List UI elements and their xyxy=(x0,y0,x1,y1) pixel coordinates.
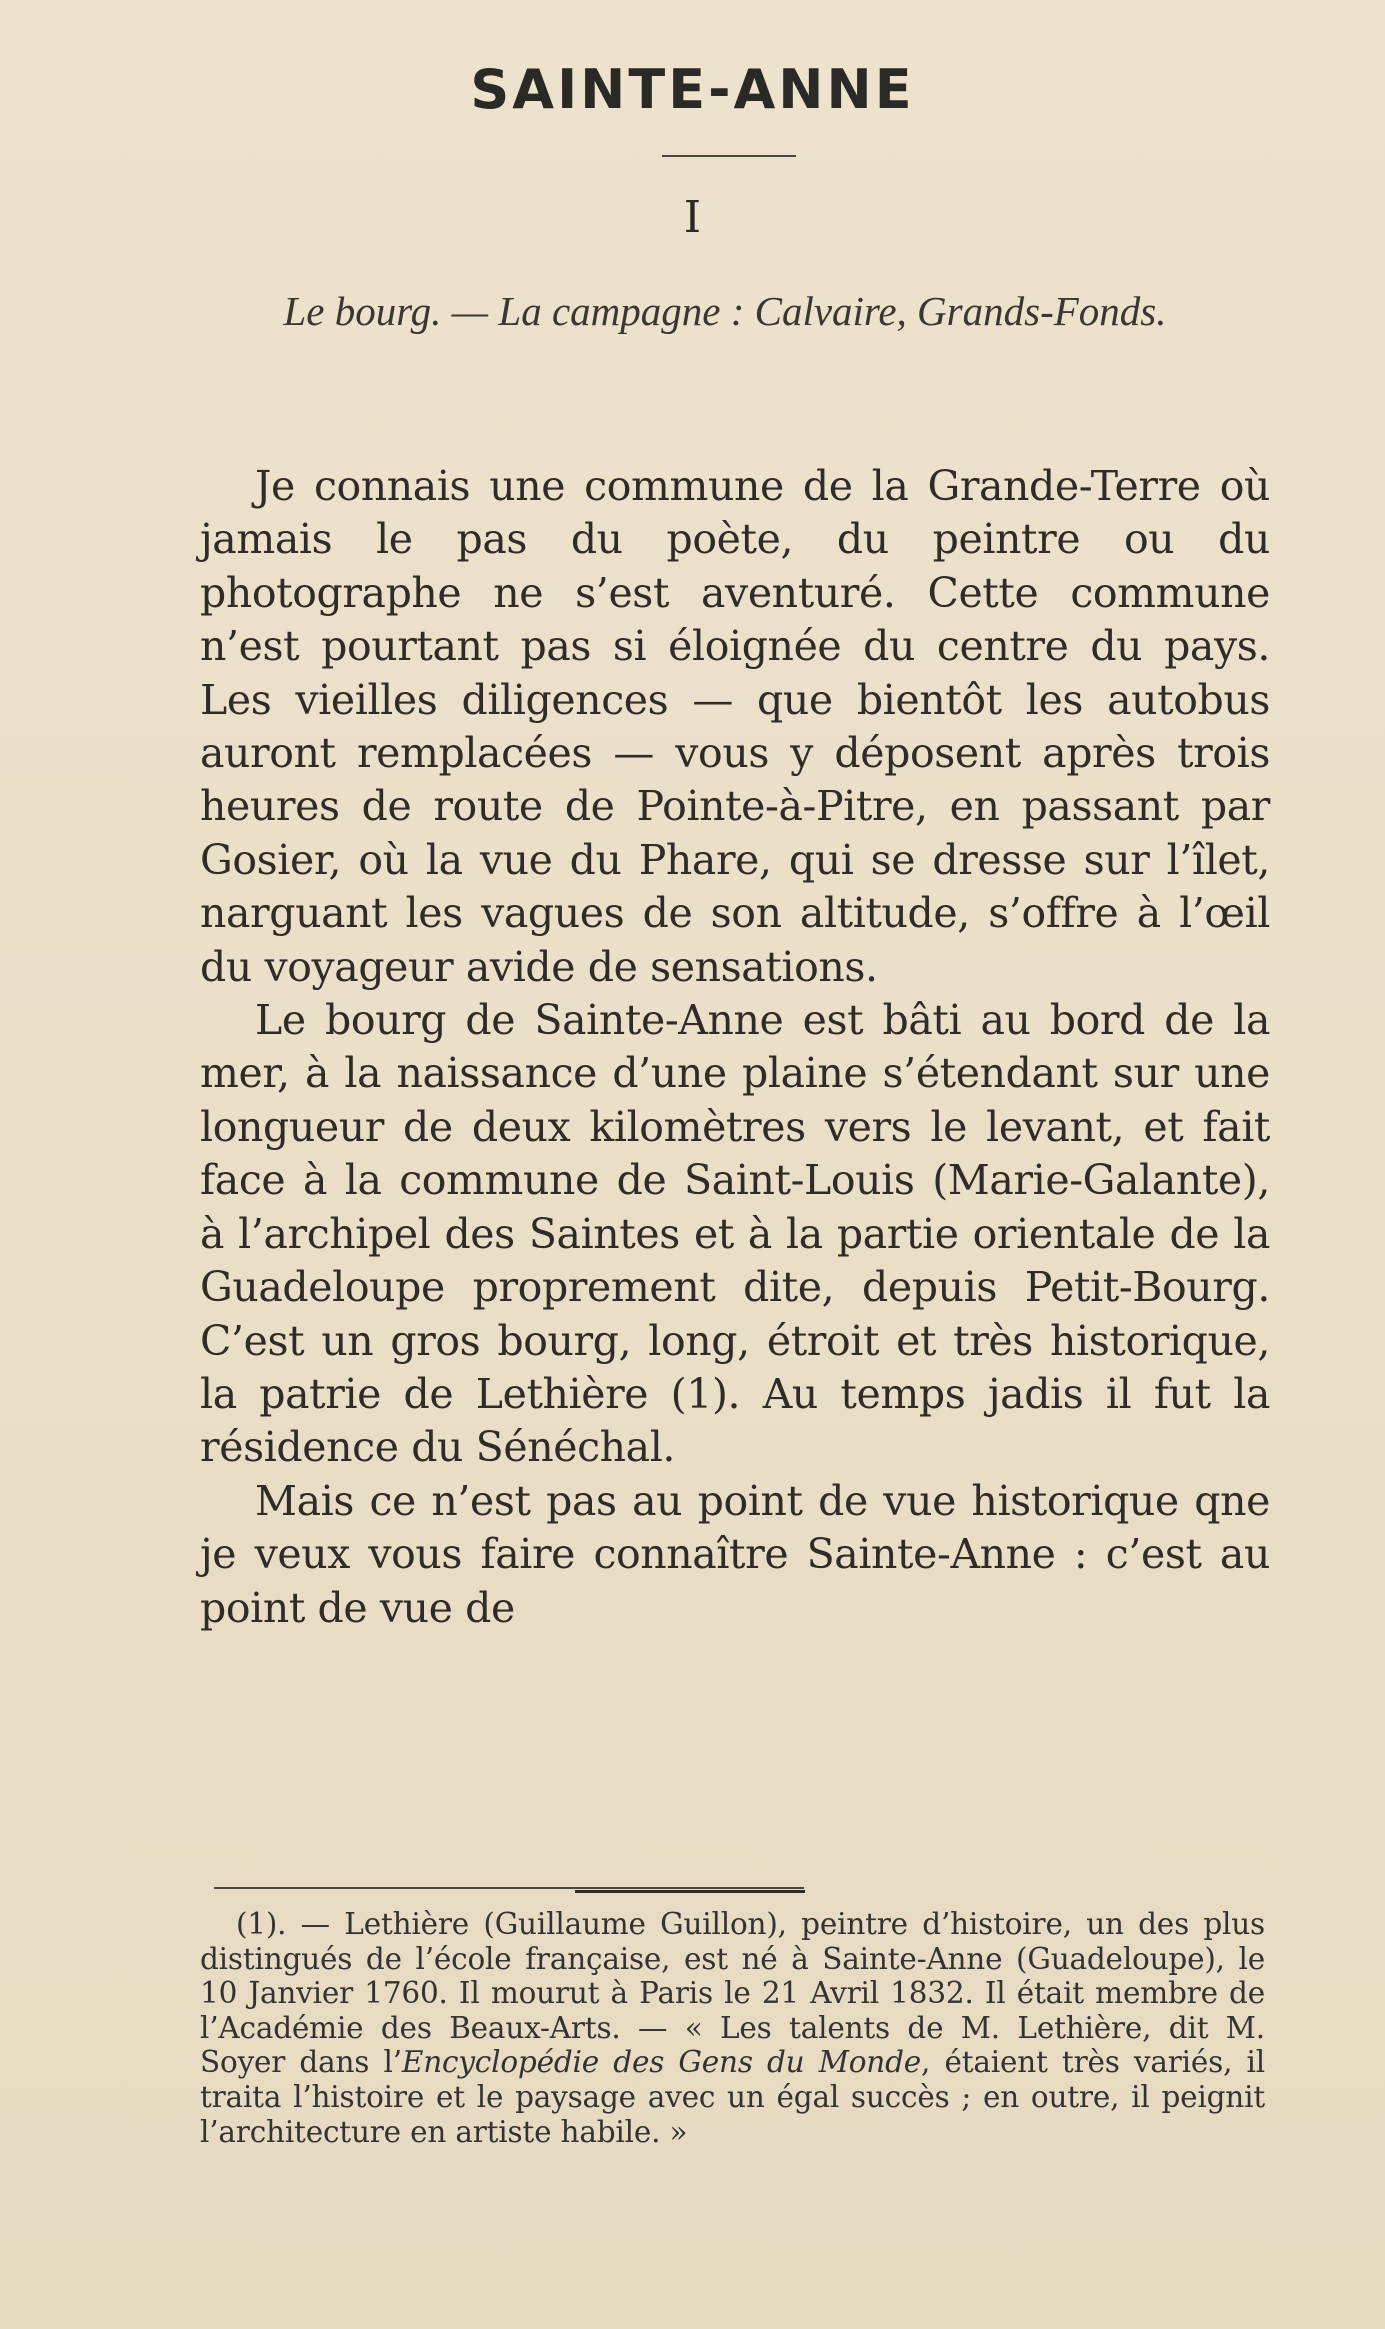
footnote-divider-accent xyxy=(575,1890,805,1893)
chapter-title: SAINTE-ANNE xyxy=(470,58,915,121)
footnote-divider xyxy=(214,1887,804,1889)
footnote-text-lead: (1). — Lethière (Guillaume Guillon), peintre d’histoire, un des plus distingués de l’école française, est né à Sainte-Anne (Guadeloupe), le 10 Janvier 1760. Il mourut à Paris le 21 Avril 1832. Il était membre de l’Académie des Beaux-Arts. — « Les talents de M. Lethière, dit M. Soyer dans l’ xyxy=(200,1907,1265,2080)
paragraph: Mais ce n’est pas au point de vue historique qne je veux vous faire connaître Sainte-Anne : c’est au point de vue de xyxy=(200,1476,1270,1632)
paragraph: Le bourg de Sainte-Anne est bâti au bord de la mer, à la naissance d’une plaine s’étendant sur une longueur de deux kilomètres vers le levant, et fait face à la commune de Saint-Louis (Marie-Galante), à l’archipel des Saintes et à la partie orientale de la Guadeloupe proprement dite, depuis Petit-Bourg. C’est un gros bourg, long, étroit et très historique, la patrie de Lethière (1). Au temps jadis il fut la résidence du Sénéchal. xyxy=(200,996,1270,1472)
footnote-work-title: Encyclopédie des Gens du Monde xyxy=(401,2045,922,2080)
footnote-text-tail: , étaient très variés, il traita l’histoire et le paysage avec un égal succès ; en outre, il peignit l’architecture en artiste habile. » xyxy=(200,2045,1265,2149)
footnote xyxy=(200,1907,1265,2149)
paragraph: Je connais une commune de la Grande-Terre où jamais le pas du poète, du peintre ou du photographe ne s’est aventuré. Cette commune n’est pourtant pas si éloignée du centre du pays. Les vieilles diligences — que bientôt les autobus auront remplacées — vous y déposent après trois heures de route de Pointe-à-Pitre, en passant par Gosier, où la vue du Phare, qui se dresse sur l’îlet, narguant les vagues de son altitude, s’offre à l’œil du voyageur avide de sensations. xyxy=(200,462,1270,991)
section-number: I xyxy=(683,192,702,243)
body-text xyxy=(200,460,1270,1635)
title-divider xyxy=(662,155,796,157)
section-subtitle: Le bourg. — La campagne : Calvaire, Grands-Fonds. xyxy=(283,288,1167,334)
